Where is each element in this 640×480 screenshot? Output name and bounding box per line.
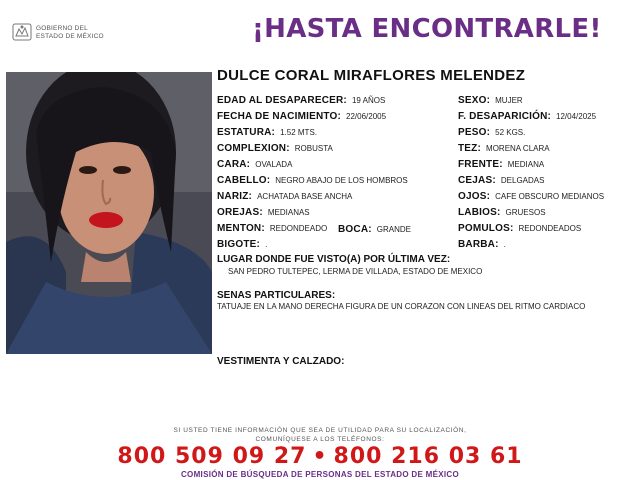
field-label: CABELLO: (217, 175, 271, 186)
field-label: BARBA: (458, 239, 499, 250)
phone-number-1[interactable]: 800 509 09 27 (117, 444, 307, 469)
field-value: 22/06/2005 (346, 112, 387, 121)
field-value: 1.52 MTS. (280, 128, 317, 137)
field-value: REDONDEADO (269, 224, 328, 233)
field-face (217, 160, 292, 170)
field-value: ROBUSTA (294, 144, 333, 153)
field-label: POMULOS: (458, 223, 514, 234)
field-weight (458, 128, 525, 138)
field-value: MEDIANAS (267, 208, 310, 217)
field-birthdate (217, 112, 386, 122)
field-label: CEJAS: (458, 175, 496, 186)
field-value: . (503, 240, 506, 249)
field-label: COMPLEXION: (217, 143, 290, 154)
search-commission-name: COMISIÓN DE BÚSQUEDA DE PERSONAS DEL ESTADO DE MÉXICO (180, 470, 459, 479)
phone-numbers (0, 444, 640, 469)
person-name: DULCE CORAL MIRAFLORES MELENDEZ (217, 67, 526, 84)
portrait-illustration (6, 72, 212, 354)
field-value: MUJER (495, 96, 523, 105)
field-ears (217, 208, 310, 218)
field-label: FRENTE: (458, 159, 503, 170)
field-value: 19 AÑOS (351, 96, 386, 105)
field-label: OJOS: (458, 191, 491, 202)
field-disappearance-date (458, 112, 596, 122)
field-label: FECHA DE NACIMIENTO: (217, 111, 341, 122)
state-emblem-icon (10, 20, 34, 44)
last-seen-value: SAN PEDRO TULTEPEC, LERMA DE VILLADA, ESTADO DE MEXICO (228, 267, 483, 276)
field-value: ACHATADA BASE ANCHA (257, 192, 353, 201)
field-label: F. DESAPARICIÓN: (458, 111, 552, 122)
info-note-line-2: COMUNÍQUESE A LOS TELÉFONOS: (255, 436, 385, 443)
field-value: 12/04/2025 (556, 112, 597, 121)
field-beard (458, 240, 506, 250)
missing-person-photo (6, 72, 212, 354)
phone-separator: • (312, 444, 328, 469)
field-value: NEGRO ABAJO DE LOS HOMBROS (275, 176, 408, 185)
field-sex (458, 96, 523, 106)
field-label: BOCA: (338, 224, 372, 235)
gov-line-2: ESTADO DE MÉXICO (36, 33, 104, 40)
field-label: OREJAS: (217, 207, 263, 218)
field-value: REDONDEADOS (518, 224, 582, 233)
field-lips (458, 208, 546, 218)
field-label: NARIZ: (217, 191, 253, 202)
distinguishing-marks-value: TATUAJE EN LA MANO DERECHA FIGURA DE UN CORAZON CON LINEAS DEL RITMO CARDIACO (217, 302, 586, 311)
field-label: BIGOTE: (217, 239, 261, 250)
field-value: GRUESOS (505, 208, 546, 217)
field-label: TEZ: (458, 143, 482, 154)
field-value: MORENA CLARA (486, 144, 550, 153)
field-forehead (458, 160, 544, 170)
info-note-line-1: SI USTED TIENE INFORMACIÓN QUE SEA DE UTILIDAD PARA SU LOCALIZACIÓN, (173, 427, 467, 434)
headline: ¡HASTA ENCONTRARLE! (252, 14, 602, 44)
field-value: DELGADAS (500, 176, 545, 185)
field-value: GRANDE (376, 225, 412, 234)
field-eyes (458, 192, 604, 202)
clothing-label: VESTIMENTA Y CALZADO: (217, 356, 345, 367)
field-value: . (265, 240, 268, 249)
field-nose (217, 192, 352, 202)
last-seen-label: LUGAR DONDE FUE VISTO(A) POR ÚLTIMA VEZ: (217, 254, 451, 265)
field-mustache (217, 240, 267, 250)
field-hair (217, 176, 408, 186)
government-name (36, 25, 104, 41)
phone-number-2[interactable]: 800 216 03 61 (333, 444, 523, 469)
field-label: ESTATURA: (217, 127, 276, 138)
field-age (217, 96, 385, 106)
field-value: MEDIANA (507, 160, 545, 169)
field-value: OVALADA (255, 160, 293, 169)
field-cheekbones (458, 224, 581, 234)
field-label: EDAD AL DESAPARECER: (217, 95, 347, 106)
field-value: CAFE OBSCURO MEDIANOS (495, 192, 605, 201)
field-label: MENTON: (217, 223, 265, 234)
gov-line-1: GOBIERNO DEL (36, 25, 88, 32)
distinguishing-marks-label: SENAS PARTICULARES: (217, 290, 336, 301)
field-label: PESO: (458, 127, 491, 138)
field-complexion (458, 144, 550, 154)
field-label: LABIOS: (458, 207, 501, 218)
field-eyebrows (458, 176, 544, 186)
field-build (217, 144, 333, 154)
field-label: CARA: (217, 159, 251, 170)
government-logo (10, 20, 130, 46)
field-mouth (338, 225, 411, 235)
field-value: 52 KGS. (495, 128, 526, 137)
field-height (217, 128, 317, 138)
field-label: SEXO: (458, 95, 491, 106)
field-chin (217, 224, 327, 234)
